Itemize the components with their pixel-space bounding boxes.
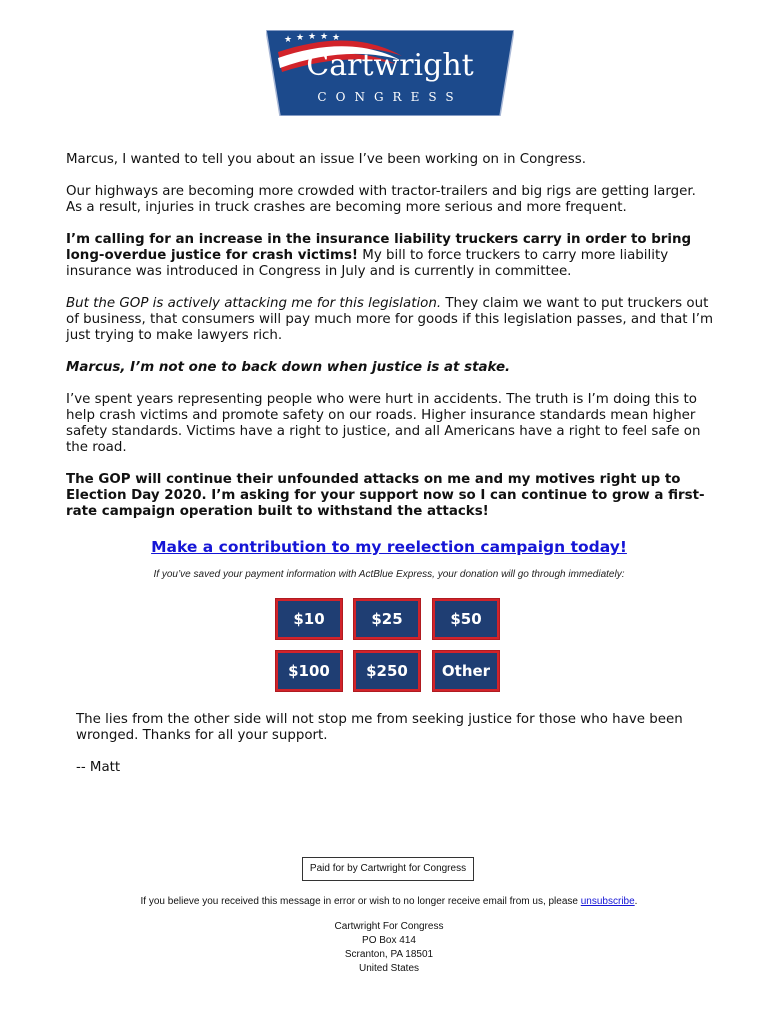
support-bold: The GOP will continue their unfounded attacks on me and my motives right up to Election Day 2020. I’m asking for your support now so I can continue to grow a first-rate campaign operation built to withstand the attacks! (66, 472, 705, 519)
closing-section (76, 712, 716, 792)
paid-for-disclaimer: Paid for by Cartwright for Congress (302, 857, 474, 881)
svg-text:★: ★ (332, 33, 341, 43)
contribution-link[interactable]: Make a contribution to my reelection campaign today! (151, 538, 627, 556)
paragraph-greeting: Marcus, I wanted to tell you about an issue I’ve been working on in Congress. (66, 152, 586, 167)
logo-subtitle: CONGRESS (317, 90, 463, 104)
svg-text:★: ★ (320, 32, 329, 42)
svg-text:★: ★ (284, 35, 293, 45)
bill-rest: My bill to force truckers to carry more liability insurance was introduced in Congress in July and is currently in committee. (66, 248, 669, 279)
justice-bold-italic: Marcus, I’m not one to back down when justice is at stake. (66, 360, 511, 375)
donate-250-button[interactable]: $250 (354, 651, 420, 691)
email-body (66, 152, 716, 536)
address-org: Cartwright For Congress (334, 921, 444, 932)
donate-25-button[interactable]: $25 (354, 599, 420, 639)
svg-text:★: ★ (296, 33, 305, 43)
paragraph-representing: I’ve spent years representing people who were hurt in accidents. The truth is I’m doing this to help crash victims and promote safety on our roads. Higher insurance standards mean higher safety standards. Victims have a right to justice, and all Americans have a right to feel safe on the road. (66, 392, 701, 455)
address-country: United States (358, 963, 420, 974)
cta-container (0, 538, 778, 556)
address-box: PO Box 414 (362, 935, 416, 946)
unsubscribe-line (0, 896, 778, 907)
unsubscribe-link[interactable]: unsubscribe (580, 896, 635, 907)
unsubscribe-end: . (634, 896, 638, 907)
unsubscribe-text: If you believe you received this message in error or wish to no longer receive email from us, please (140, 896, 581, 907)
address-city: Scranton, PA 18501 (344, 949, 434, 960)
donate-50-button[interactable]: $50 (433, 599, 499, 639)
donate-100-button[interactable]: $100 (276, 651, 342, 691)
paragraph-highways: Our highways are becoming more crowded with tractor-trailers and big rigs are getting larger. As a result, injuries in truck crashes are becoming more serious and more frequent. (66, 184, 696, 215)
logo-title: Cartwright (306, 48, 474, 83)
paragraph-closing: The lies from the other side will not stop me from seeking justice for those who have been wronged. Thanks for all your support. (76, 712, 683, 743)
donate-10-button[interactable]: $10 (276, 599, 342, 639)
gop-rest: They claim we want to put truckers out of business, that consumers will pay much more for goods if this legislation passes, and that I’m just trying to make lawyers rich. (66, 296, 714, 343)
campaign-logo (266, 30, 514, 116)
donate-other-button[interactable]: Other (433, 651, 499, 691)
actblue-note: If you’ve saved your payment information with ActBlue Express, your donation will go through immediately: (153, 569, 625, 580)
gop-italic: But the GOP is actively attacking me for this legislation. (66, 296, 442, 311)
paragraph-bill (66, 232, 716, 280)
bill-bold: I’m calling for an increase in the insurance liability truckers carry in order to bring long-overdue justice for crash victims! (66, 232, 692, 263)
svg-text:★: ★ (308, 32, 317, 42)
signoff: -- Matt (76, 760, 121, 775)
paragraph-gop (66, 296, 716, 344)
paragraph-support (66, 472, 716, 520)
mailing-address (0, 920, 778, 976)
paragraph-justice (66, 360, 716, 376)
